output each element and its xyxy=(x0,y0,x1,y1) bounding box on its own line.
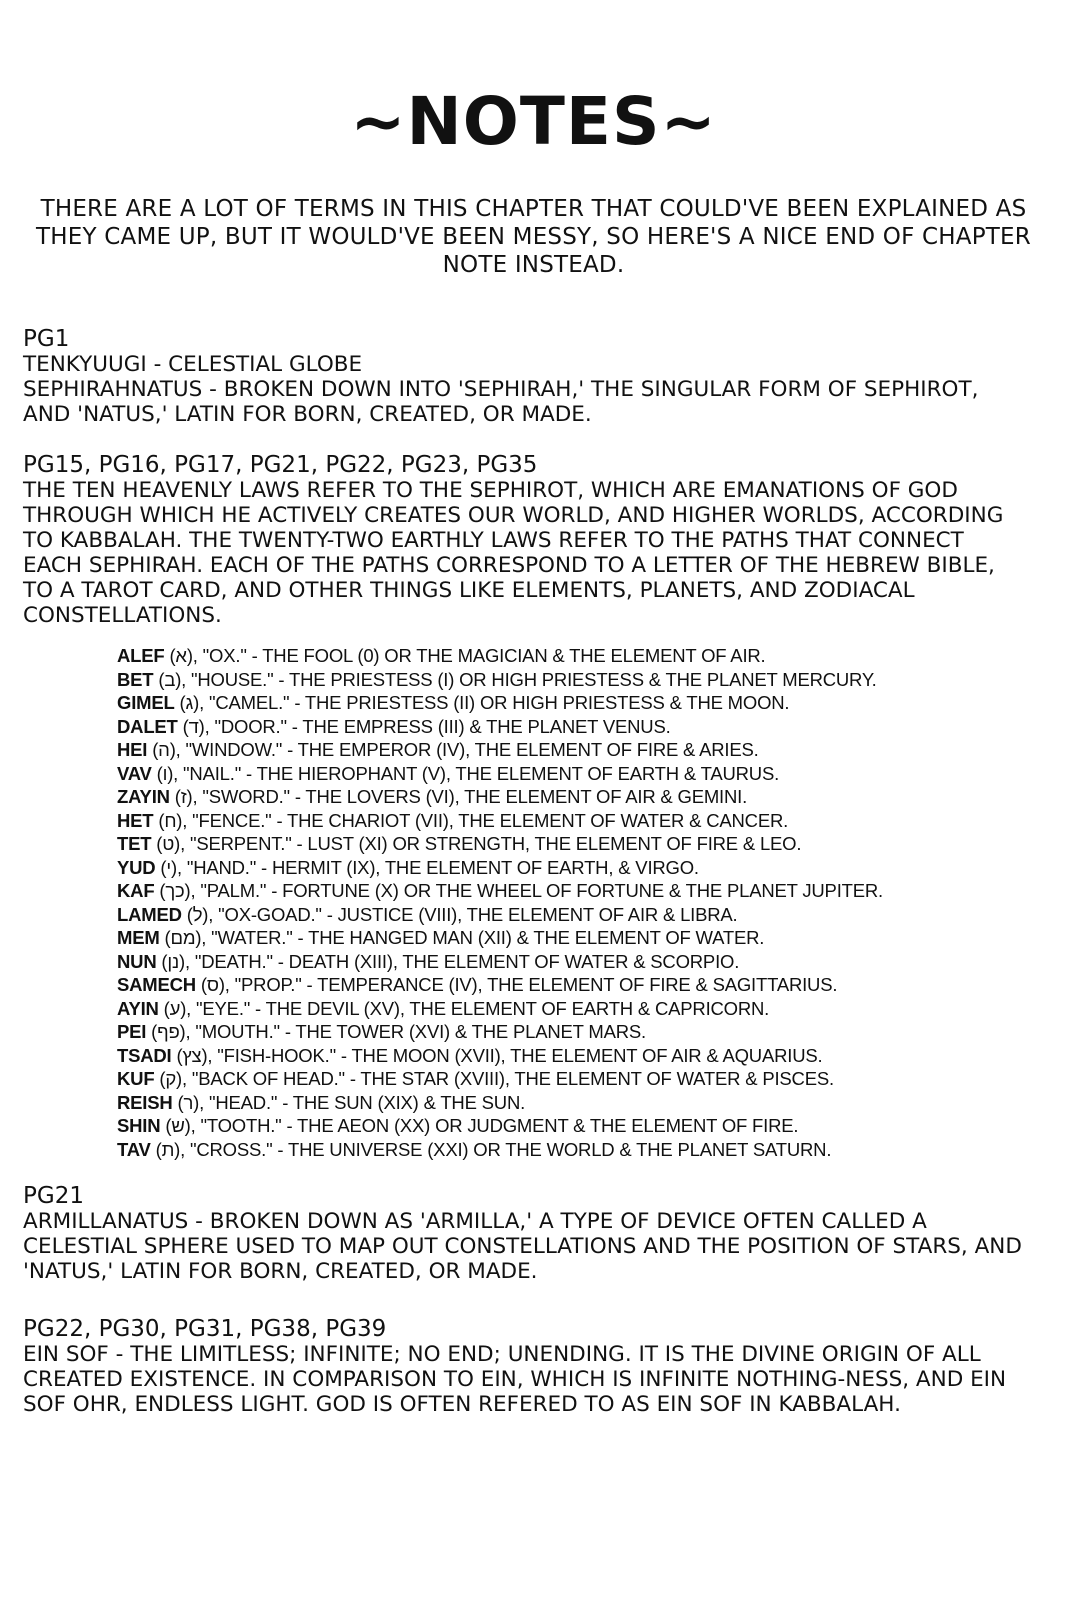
letter-name: ZAYIN xyxy=(117,786,170,807)
letter-desc: (נן), "DEATH." - DEATH (XIII), THE ELEMENT OF WATER & SCORPIO. xyxy=(156,950,740,972)
letter-desc: (מם), "WATER." - THE HANGED MAN (XII) & THE ELEMENT OF WATER. xyxy=(159,927,765,948)
list-item xyxy=(117,691,997,715)
list-item xyxy=(117,762,997,786)
letter-desc: (ר), "HEAD." - THE SUN (XIX) & THE SUN. xyxy=(172,1091,526,1113)
section-heading: PG1 xyxy=(23,326,70,352)
letter-name: ALEF xyxy=(117,645,165,666)
letter-name: HET xyxy=(117,809,154,831)
section-heading: PG22, PG30, PG31, PG38, PG39 xyxy=(23,1316,387,1342)
letter-name: KUF xyxy=(117,1068,155,1089)
letter-desc: (ג), "CAMEL." - THE PRIESTESS (II) OR HIGH PRIESTESS & THE MOON. xyxy=(174,692,790,713)
section-body: ARMILLANATUS - BROKEN DOWN AS 'ARMILLA,' A TYPE OF DEVICE OFTEN CALLED A CELESTIAL SPHERE USED TO MAP OUT CONSTELLATIONS AND THE POSITION OF STARS, AND 'NATUS,' LATIN FOR BORN, CREATED, OR MADE. xyxy=(23,1209,1022,1284)
letter-name: NUN xyxy=(117,950,157,972)
letter-desc: (ב), "HOUSE." - THE PRIESTESS (I) OR HIGH PRIESTESS & THE PLANET MERCURY. xyxy=(153,668,877,690)
hebrew-letter-list xyxy=(117,644,997,1161)
list-item xyxy=(117,973,997,997)
list-item xyxy=(117,809,997,833)
letter-desc: (ה), "WINDOW." - THE EMPEROR (IV), THE ELEMENT OF FIRE & ARIES. xyxy=(147,739,759,760)
letter-desc: (פף), "MOUTH." - THE TOWER (XVI) & THE PLANET MARS. xyxy=(146,1021,646,1042)
letter-desc: (צץ), "FISH-HOOK." - THE MOON (XVII), THE ELEMENT OF AIR & AQUARIUS. xyxy=(171,1044,823,1066)
list-item xyxy=(117,1020,997,1044)
letter-desc: (ע), "EYE." - THE DEVIL (XV), THE ELEMENT OF EARTH & CAPRICORN. xyxy=(158,997,770,1019)
letter-name: MEM xyxy=(117,927,160,948)
page-title: ~NOTES~ xyxy=(350,83,717,161)
letter-desc: (ס), "PROP." - TEMPERANCE (IV), THE ELEMENT OF FIRE & SAGITTARIUS. xyxy=(195,974,838,995)
letter-desc: (א), "OX." - THE FOOL (0) OR THE MAGICIAN & THE ELEMENT OF AIR. xyxy=(164,645,766,666)
list-item xyxy=(117,1091,997,1115)
list-item xyxy=(117,832,997,856)
section-body: TENKYUUGI - CELESTIAL GLOBE SEPHIRAHNATUS - BROKEN DOWN INTO 'SEPHIRAH,' THE SINGULAR FORM OF SEPHIROT, AND 'NATUS,' LATIN FOR BORN, CREATED, OR MADE. xyxy=(23,352,979,427)
letter-name: TAV xyxy=(117,1138,151,1160)
section-body: EIN SOF - THE LIMITLESS; INFINITE; NO END; UNENDING. IT IS THE DIVINE ORIGIN OF ALL CREATED EXISTENCE. IN COMPARISON TO EIN, WHICH IS INFINITE NOTHING-NESS, AND EIN SOF OHR, ENDLESS LIGHT. GOD IS OFTEN REFERED TO AS EIN SOF IN KABBALAH. xyxy=(23,1342,1007,1417)
letter-name: PEI xyxy=(117,1021,147,1042)
letter-name: SHIN xyxy=(117,1115,161,1136)
list-item xyxy=(117,644,997,668)
list-item xyxy=(117,997,997,1021)
letter-name: DALET xyxy=(117,715,178,737)
letter-name: TET xyxy=(117,833,152,854)
letter-desc: (כך), "PALM." - FORTUNE (X) OR THE WHEEL OF FORTUNE & THE PLANET JUPITER. xyxy=(154,880,883,901)
list-item xyxy=(117,950,997,974)
section-heading: PG15, PG16, PG17, PG21, PG22, PG23, PG35 xyxy=(23,452,538,478)
list-item xyxy=(117,856,997,880)
letter-desc: (ד), "DOOR." - THE EMPRESS (III) & THE PLANET VENUS. xyxy=(177,715,671,737)
letter-desc: (ש), "TOOTH." - THE AEON (XX) OR JUDGMENT & THE ELEMENT OF FIRE. xyxy=(160,1115,799,1136)
note-section-ein-sof xyxy=(23,1316,1023,1417)
letter-desc: (י), "HAND." - HERMIT (IX), THE ELEMENT OF EARTH, & VIRGO. xyxy=(155,856,699,878)
letter-desc: (ז), "SWORD." - THE LOVERS (VI), THE ELEMENT OF AIR & GEMINI. xyxy=(169,786,748,807)
letter-desc: (ת), "CROSS." - THE UNIVERSE (XXI) OR THE WORLD & THE PLANET SATURN. xyxy=(150,1138,832,1160)
note-section-pg21 xyxy=(23,1183,1023,1284)
letter-desc: (ק), "BACK OF HEAD." - THE STAR (XVIII), THE ELEMENT OF WATER & PISCES. xyxy=(154,1068,834,1089)
letter-name: KAF xyxy=(117,880,155,901)
letter-desc: (ט), "SERPENT." - LUST (XI) OR STRENGTH, THE ELEMENT OF FIRE & LEO. xyxy=(151,833,802,854)
list-item xyxy=(117,1114,997,1138)
list-item xyxy=(117,1067,997,1091)
intro-text: THERE ARE A LOT OF TERMS IN THIS CHAPTER THAT COULD'VE BEEN EXPLAINED AS THEY CAME UP, BUT IT WOULD'VE BEEN MESSY, SO HERE'S A NICE END OF CHAPTER NOTE INSTEAD. xyxy=(36,196,1031,278)
letter-name: REISH xyxy=(117,1091,173,1113)
note-section-pg1 xyxy=(23,326,1023,427)
letter-name: HEI xyxy=(117,739,148,760)
list-item xyxy=(117,785,997,809)
list-item xyxy=(117,1044,997,1068)
letter-name: AYIN xyxy=(117,997,159,1019)
list-item xyxy=(117,738,997,762)
list-item xyxy=(117,668,997,692)
letter-name: GIMEL xyxy=(117,692,175,713)
list-item xyxy=(117,1138,997,1162)
letter-desc: (ח), "FENCE." - THE CHARIOT (VII), THE ELEMENT OF WATER & CANCER. xyxy=(153,809,789,831)
section-heading: PG21 xyxy=(23,1183,84,1209)
list-item xyxy=(117,926,997,950)
letter-name: YUD xyxy=(117,856,156,878)
list-item xyxy=(117,903,997,927)
letter-name: LAMED xyxy=(117,903,182,925)
list-item xyxy=(117,879,997,903)
letter-name: BET xyxy=(117,668,154,690)
list-item xyxy=(117,715,997,739)
letter-name: SAMECH xyxy=(117,974,196,995)
letter-desc: (ל), "OX-GOAD." - JUSTICE (VIII), THE ELEMENT OF AIR & LIBRA. xyxy=(181,903,738,925)
letter-desc: (ו), "NAIL." - THE HIEROPHANT (V), THE ELEMENT OF EARTH & TAURUS. xyxy=(151,762,780,784)
section-body: THE TEN HEAVENLY LAWS REFER TO THE SEPHIROT, WHICH ARE EMANATIONS OF GOD THROUGH WHICH HE ACTIVELY CREATES OUR WORLD, AND HIGHER WORLDS, ACCORDING TO KABBALAH. THE TWENTY-TWO EARTHLY LAWS REFER TO THE PATHS THAT CONNECT EACH SEPHIRAH. EACH OF THE PATHS CORRESPOND TO A LETTER OF THE HEBREW BIBLE, TO A TAROT CARD, AND OTHER THINGS LIKE ELEMENTS, PLANETS, AND ZODIACAL CONSTELLATIONS. xyxy=(23,478,1004,628)
note-section-laws xyxy=(23,452,1023,628)
letter-name: VAV xyxy=(117,762,152,784)
letter-name: TSADI xyxy=(117,1044,172,1066)
